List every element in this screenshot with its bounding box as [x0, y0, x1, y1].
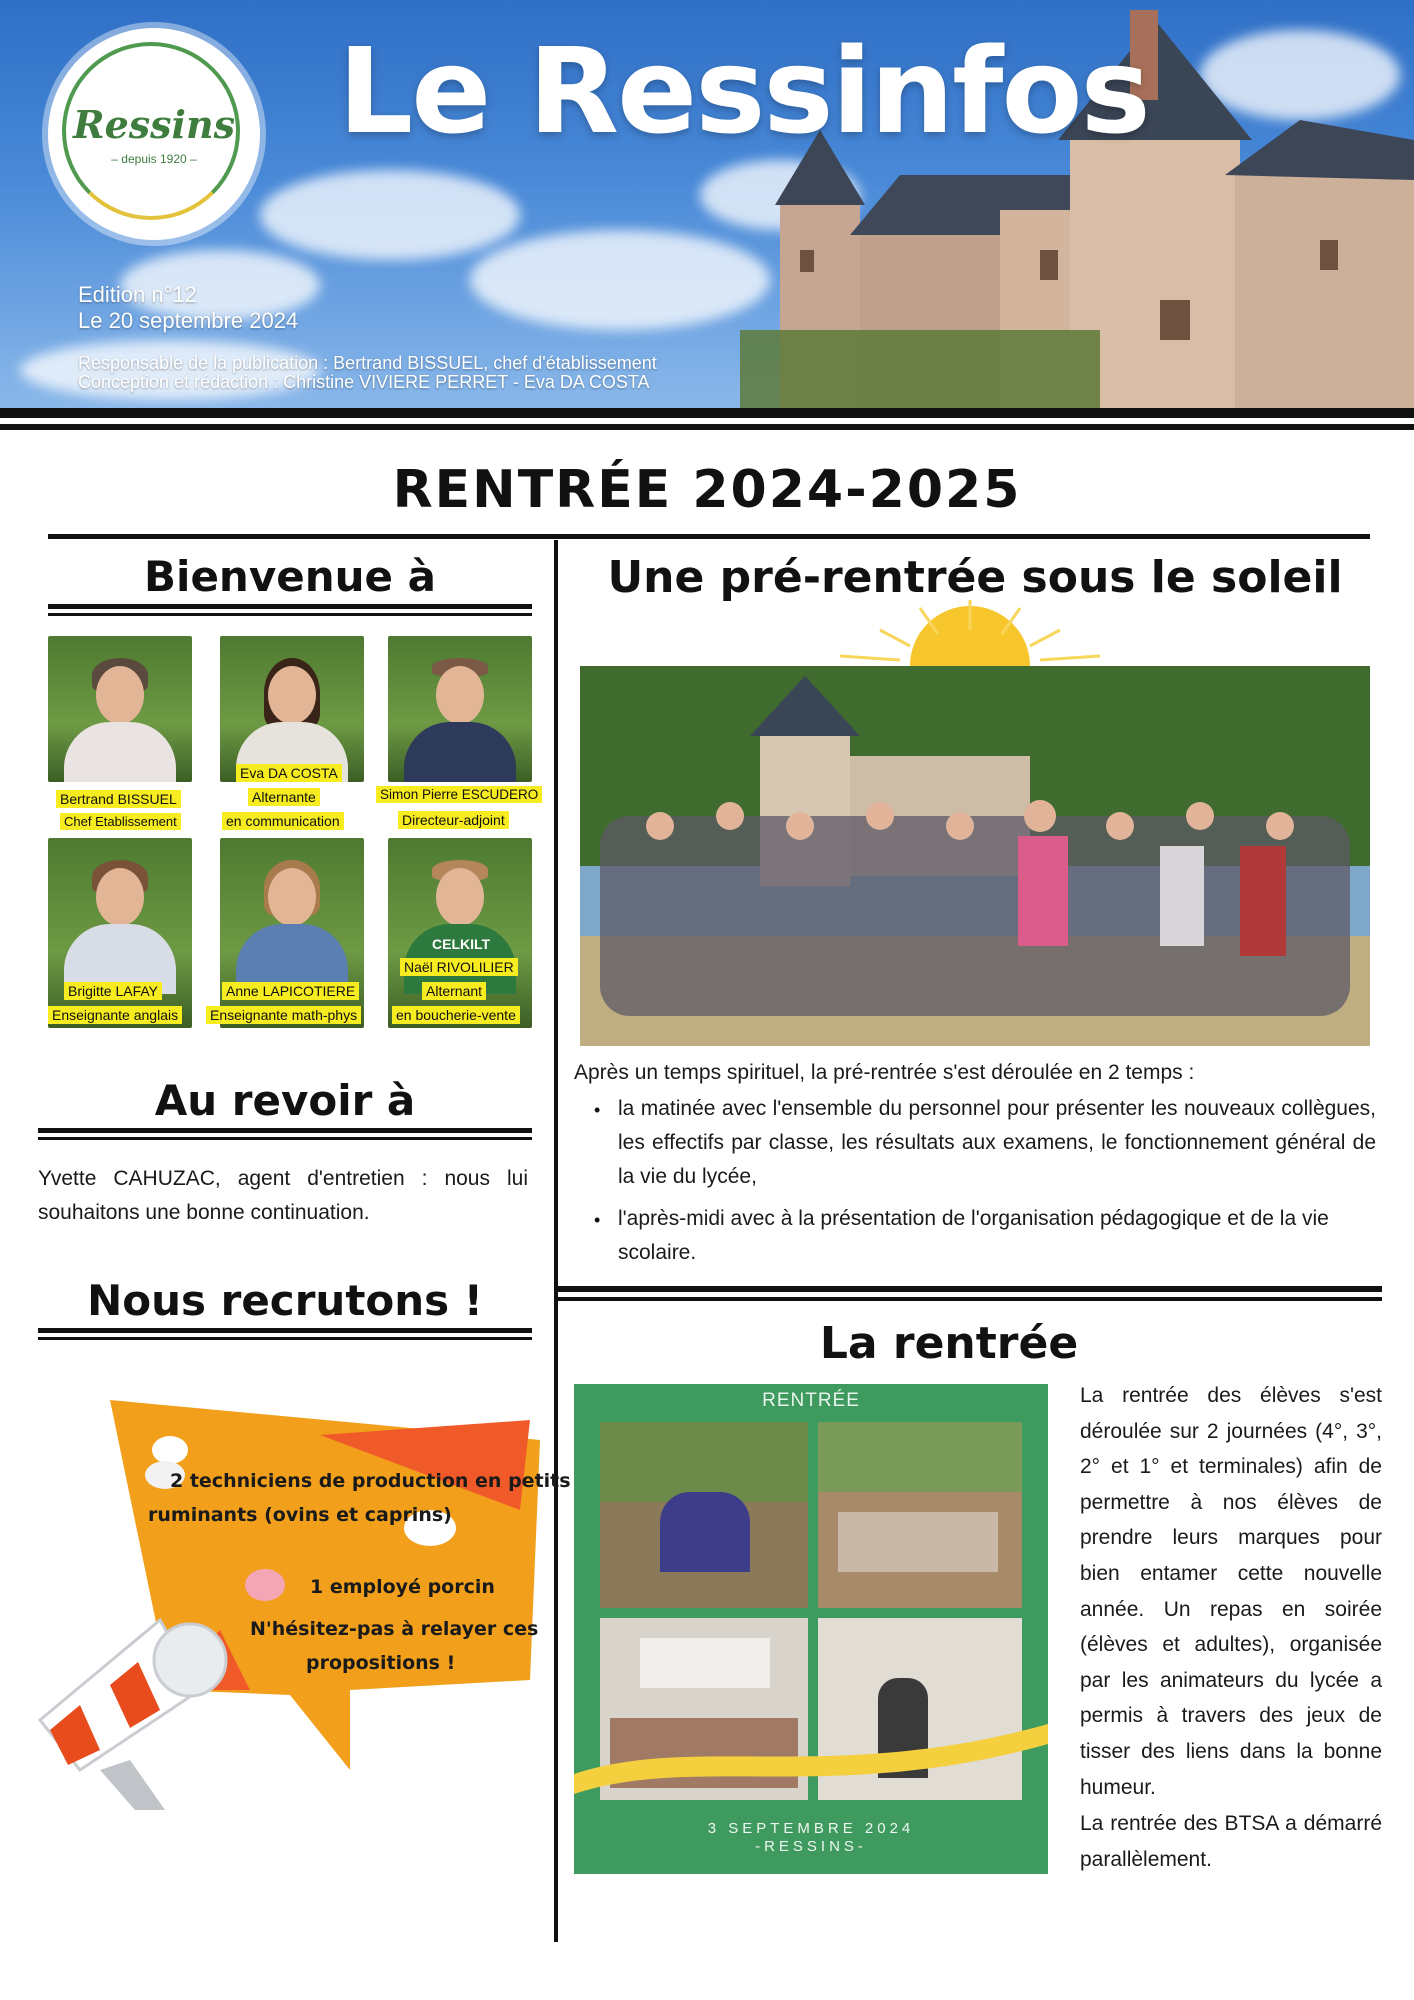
prerentree-bullet-2: l'après-midi avec à la présentation de l'organisation pédagogique et de la vie scolaire.	[618, 1207, 1329, 1264]
welcome-rule	[48, 604, 532, 609]
recruit-rule	[38, 1328, 532, 1333]
ressins-logo: Ressins – depuis 1920 –	[48, 28, 260, 240]
bullet-icon: •	[594, 1100, 601, 1120]
person-name: Naël RIVOLILIER	[400, 958, 518, 976]
rentree-photo-card	[574, 1384, 1048, 1874]
header-banner	[0, 0, 1414, 408]
recruit-line-4: N'hésitez-pas à relayer ces	[250, 1618, 539, 1640]
prerentree-title: Une pré-rentrée sous le soleil	[607, 552, 1343, 603]
header-divider	[0, 408, 1414, 418]
rentree-rule	[558, 1286, 1382, 1292]
person-role: Enseignante anglais	[48, 1006, 182, 1024]
rentree-rule-thin	[558, 1297, 1382, 1301]
person-role: en communication	[222, 812, 344, 830]
main-title: RENTRÉE 2024-2025	[392, 460, 1022, 520]
recruit-poster	[20, 1390, 571, 1810]
rentree-title: La rentrée	[819, 1318, 1079, 1369]
rentree-photo-1	[600, 1422, 808, 1608]
person-role: en boucherie-vente	[392, 1006, 520, 1024]
publication-conception: Conception et rédaction : Christine VIVIERE PERRET - Eva DA COSTA	[78, 372, 650, 392]
recruit-rule-thin	[38, 1337, 532, 1340]
person-role: Alternant	[422, 982, 486, 1000]
goodbye-text: Yvette CAHUZAC, agent d'entretien : nous lui souhaitons une bonne continuation.	[38, 1167, 528, 1224]
recruit-title: Nous recrutons !	[87, 1276, 483, 1325]
publication-responsible: Responsable de la publication : Bertrand BISSUEL, chef d'établissement	[78, 353, 657, 373]
newsletter-title: Le Ressinfos	[338, 22, 1149, 160]
header-divider-thin	[0, 424, 1414, 430]
recruit-line-1: 2 techniciens de production en petits	[170, 1470, 571, 1492]
rentree-photo-2	[818, 1422, 1022, 1608]
rentree-text: La rentrée des élèves s'est déroulée sur 2 journées (4°, 3°, 2° et 1° et terminales) afin de permettre à nos élèves de prendre leurs marques pour bien entamer cette nouvelle année. Un repas en soirée (élèves et adultes), organisée par les animateurs du lycée a permis à travers des jeux de tisser des liens dans la bonne humeur.	[1080, 1384, 1382, 1799]
recruit-line-3: 1 employé porcin	[310, 1576, 495, 1598]
recruit-line-5: propositions !	[306, 1652, 456, 1674]
photo-eva-da-costa	[220, 636, 364, 782]
welcome-title: Bienvenue à	[144, 552, 436, 601]
card-date: 3 SEPTEMBRE 2024	[707, 1820, 915, 1837]
person-role: Enseignante math-phys	[206, 1006, 361, 1024]
sun-icon	[780, 600, 1160, 666]
goodbye-rule	[38, 1128, 532, 1133]
yellow-wave	[574, 1714, 1048, 1794]
recruit-illustration	[20, 1390, 540, 1810]
column-divider	[554, 540, 558, 1942]
welcome-rule-thin	[48, 613, 532, 616]
edition-number: Edition n°12	[78, 282, 197, 307]
prerentree-intro: Après un temps spirituel, la pré-rentrée s'est déroulée en 2 temps :	[574, 1061, 1195, 1084]
person-name: Anne LAPICOTIERE	[222, 982, 359, 1000]
card-title: RENTRÉE	[762, 1390, 860, 1411]
staff-group-photo	[580, 666, 1370, 1046]
card-place: -RESSINS-	[755, 1838, 867, 1855]
person-role: Alternante	[248, 788, 320, 806]
person-name: Bertrand BISSUEL	[56, 790, 181, 808]
shirt-text: CELKILT	[432, 936, 491, 952]
rentree-btsa-text: La rentrée des BTSA a démarré parallèlement.	[1080, 1812, 1382, 1871]
bullet-icon: •	[594, 1210, 601, 1230]
goodbye-rule-thin	[38, 1137, 532, 1140]
photo-simon-pierre-escudero	[388, 636, 532, 782]
prerentree-bullet-1: la matinée avec l'ensemble du personnel pour présenter les nouveaux collègues, les effectifs par classe, les résultats aux examens, le fonctionnement général de la vie du lycée,	[618, 1097, 1376, 1188]
person-name: Simon Pierre ESCUDERO	[376, 786, 542, 803]
person-name: Eva DA COSTA	[236, 764, 342, 782]
recruit-line-2: ruminants (ovins et caprins)	[148, 1504, 452, 1526]
person-role: Chef Etablissement	[60, 813, 181, 830]
person-name: Brigitte LAFAY	[64, 982, 162, 1000]
person-role: Directeur-adjoint	[398, 811, 509, 829]
photo-bertrand-bissuel	[48, 636, 192, 782]
edition-date: Le 20 septembre 2024	[78, 308, 299, 333]
goodbye-title: Au revoir à	[154, 1076, 416, 1125]
main-title-rule	[48, 534, 1370, 539]
